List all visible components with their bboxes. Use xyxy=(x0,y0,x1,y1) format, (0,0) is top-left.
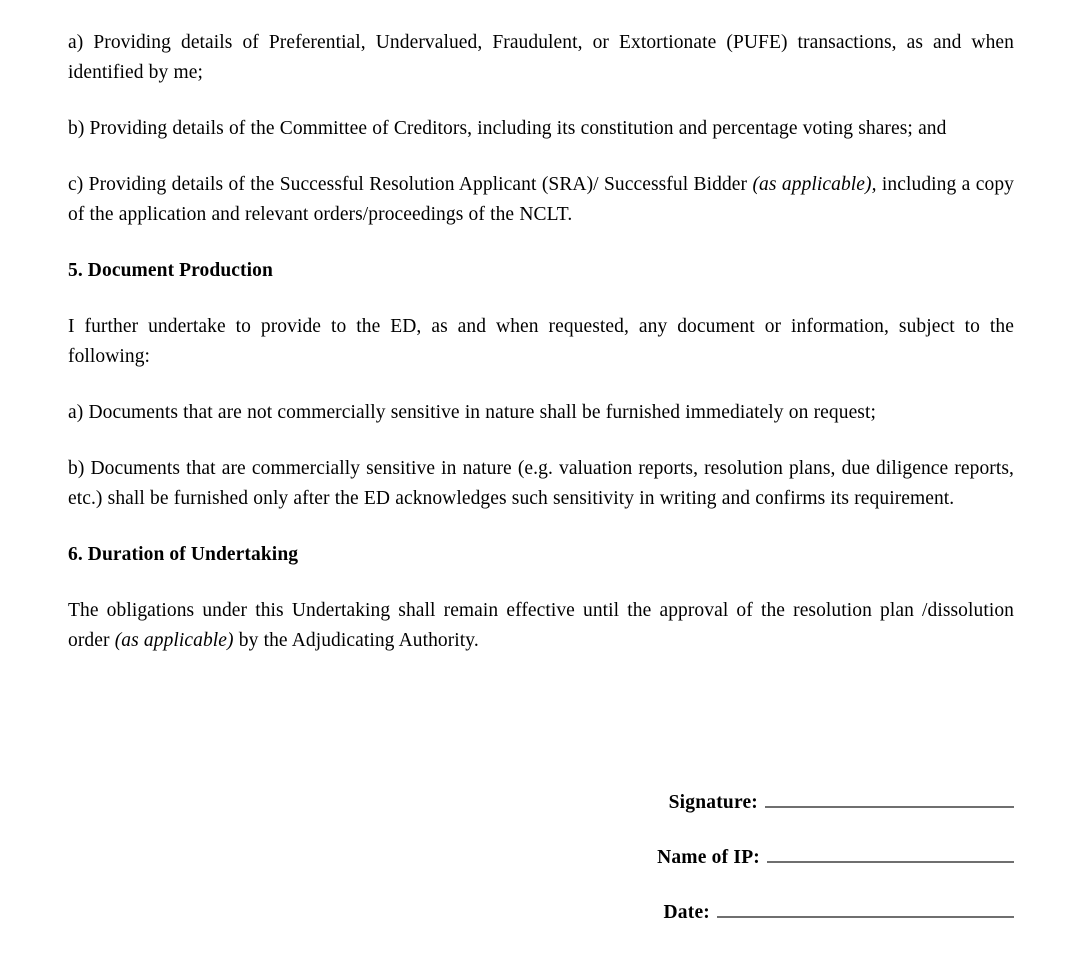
section-heading-document-production: 5. Document Production xyxy=(68,260,273,281)
paragraph-section6-body xyxy=(68,596,1014,656)
document-body xyxy=(68,28,1014,656)
date-input-line[interactable] xyxy=(717,902,1014,918)
name-of-ip-row xyxy=(0,847,1083,902)
clause-c-as-applicable-italic: (as applicable), xyxy=(752,174,877,195)
section6-text-before: The obligations under this Undertaking shall remain effective until the approval of the resolution plan /dissolution order xyxy=(68,600,1014,651)
clause-c-text-before: c) Providing details of the Successful Resolution Applicant (SRA)/ Successful Bidder xyxy=(68,174,753,195)
date-label: Date: xyxy=(663,902,710,923)
section-heading-duration-of-undertaking: 6. Duration of Undertaking xyxy=(68,544,299,565)
name-of-ip-label: Name of IP: xyxy=(657,847,760,868)
section6-text-after: by the Adjudicating Authority. xyxy=(233,630,479,651)
signature-label: Signature: xyxy=(668,792,758,813)
paragraph-clause-c-sra xyxy=(68,170,1014,230)
clause-c-text-after: including a copy of the application and relevant orders/proceedings of the NCLT. xyxy=(68,174,1014,225)
section6-as-applicable-italic: (as applicable) xyxy=(114,630,234,651)
paragraph-clause-b-coc: b) Providing details of the Committee of Creditors, including its constitution and percentage voting shares; and xyxy=(68,118,947,139)
paragraph-section5-intro: I further undertake to provide to the ED, as and when requested, any document or information, subject to the following: xyxy=(68,316,1014,367)
paragraph-section5-clause-b: b) Documents that are commercially sensitive in nature (e.g. valuation reports, resolution plans, due diligence reports, etc.) shall be furnished only after the ED acknowledges such sensitivity in writing and confirms its requirement. xyxy=(68,458,1014,509)
paragraph-section5-clause-a: a) Documents that are not commercially sensitive in nature shall be furnished immediately on request; xyxy=(68,402,876,423)
date-row xyxy=(0,902,1083,957)
signature-block xyxy=(0,792,1083,957)
signature-row xyxy=(0,792,1083,847)
signature-input-line[interactable] xyxy=(765,792,1014,808)
name-of-ip-input-line[interactable] xyxy=(767,847,1014,863)
paragraph-clause-a-pufe: a) Providing details of Preferential, Undervalued, Fraudulent, or Extortionate (PUFE) transactions, as and when identified by me; xyxy=(68,32,1014,83)
